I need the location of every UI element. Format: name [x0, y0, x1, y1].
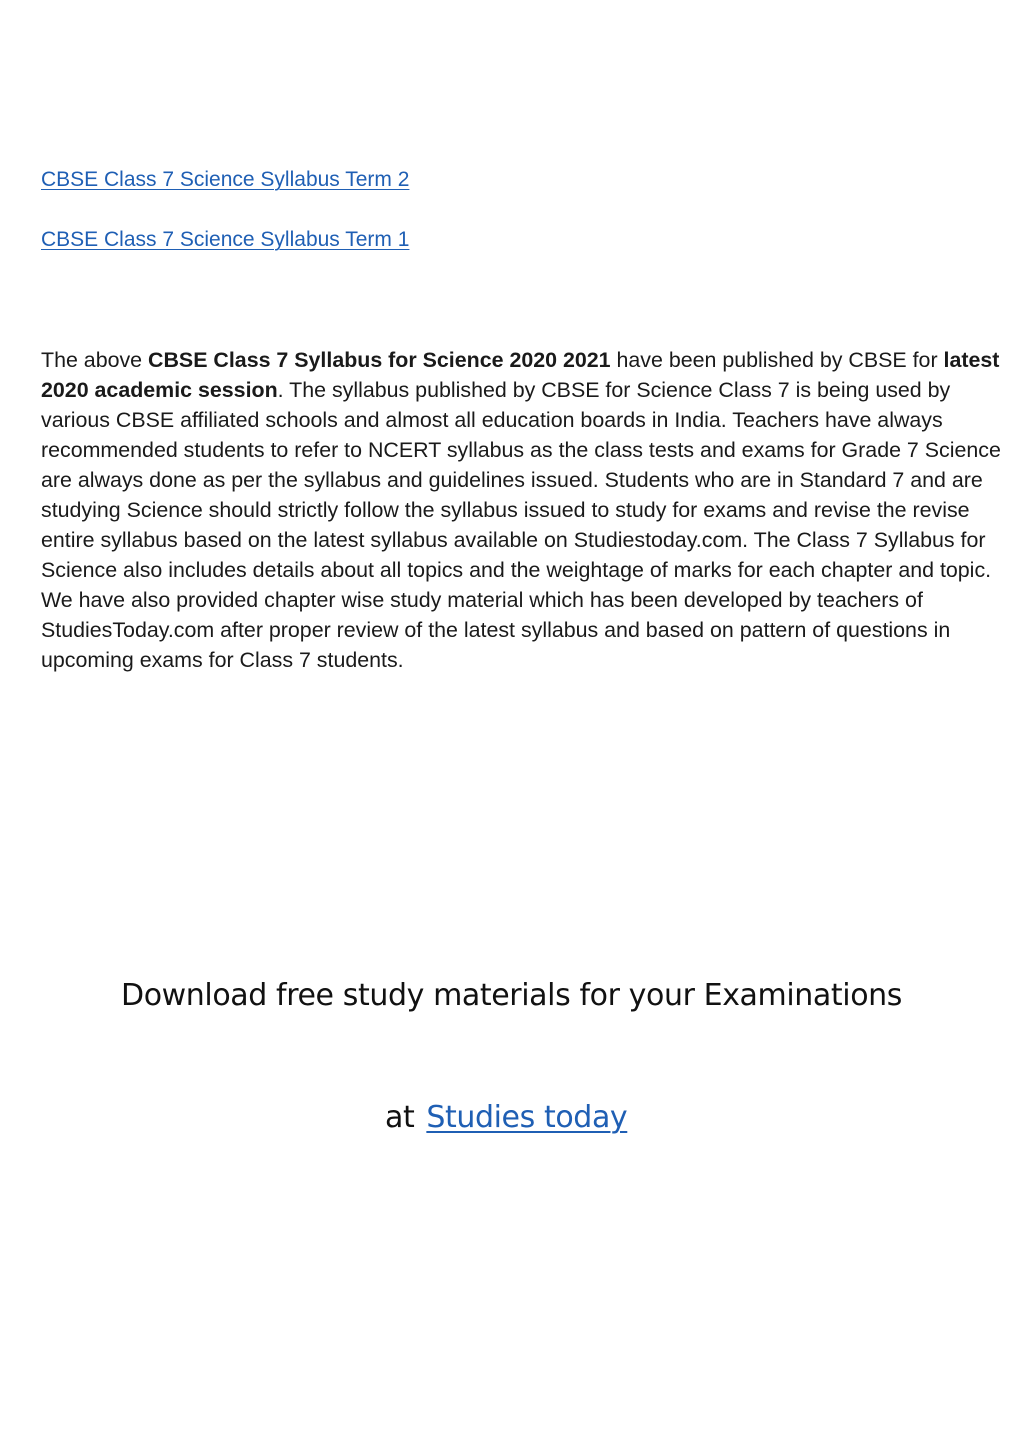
- download-headline: Download free study materials for your Examinations: [121, 978, 902, 1013]
- paragraph-text-part-3: . The syllabus published by CBSE for Science Class 7 is being used by various CBSE affiliated schools and almost all education boards in India. Teachers have always recommended students to refer to NCERT syllabus as the class tests and exams for Grade 7 Science are always done as per the syllabus and guidelines issued. Students who are in Standard 7 and are studying Science should strictly follow the syllabus issued to study for exams and revise the revise entire syllabus based on the latest syllabus available on Studiestoday.com. The Class 7 Syllabus for Science also includes details about all topics and the weightage of marks for each chapter and topic. We have also provided chapter wise study material which has been developed by teachers of StudiesToday.com after proper review of the latest syllabus and based on pattern of questions in upcoming exams for Class 7 students.: [41, 378, 1001, 672]
- link-science-syllabus-term-2[interactable]: CBSE Class 7 Science Syllabus Term 2: [41, 168, 410, 191]
- paragraph-bold-academic-session: latest 2020 academic session: [41, 348, 1000, 402]
- studies-today-link[interactable]: Studies today: [426, 1100, 628, 1135]
- footer-site-line: [385, 1100, 627, 1135]
- link-science-syllabus-term-1[interactable]: CBSE Class 7 Science Syllabus Term 1: [41, 228, 410, 251]
- paragraph-text-part-1: The above: [41, 348, 149, 372]
- paragraph-text-part-2: have been published by CBSE for: [610, 348, 944, 372]
- paragraph-bold-syllabus-title: CBSE Class 7 Syllabus for Science 2020 2021: [148, 348, 611, 372]
- syllabus-description-paragraph: [41, 345, 1003, 675]
- footer-at-word: at: [385, 1100, 415, 1135]
